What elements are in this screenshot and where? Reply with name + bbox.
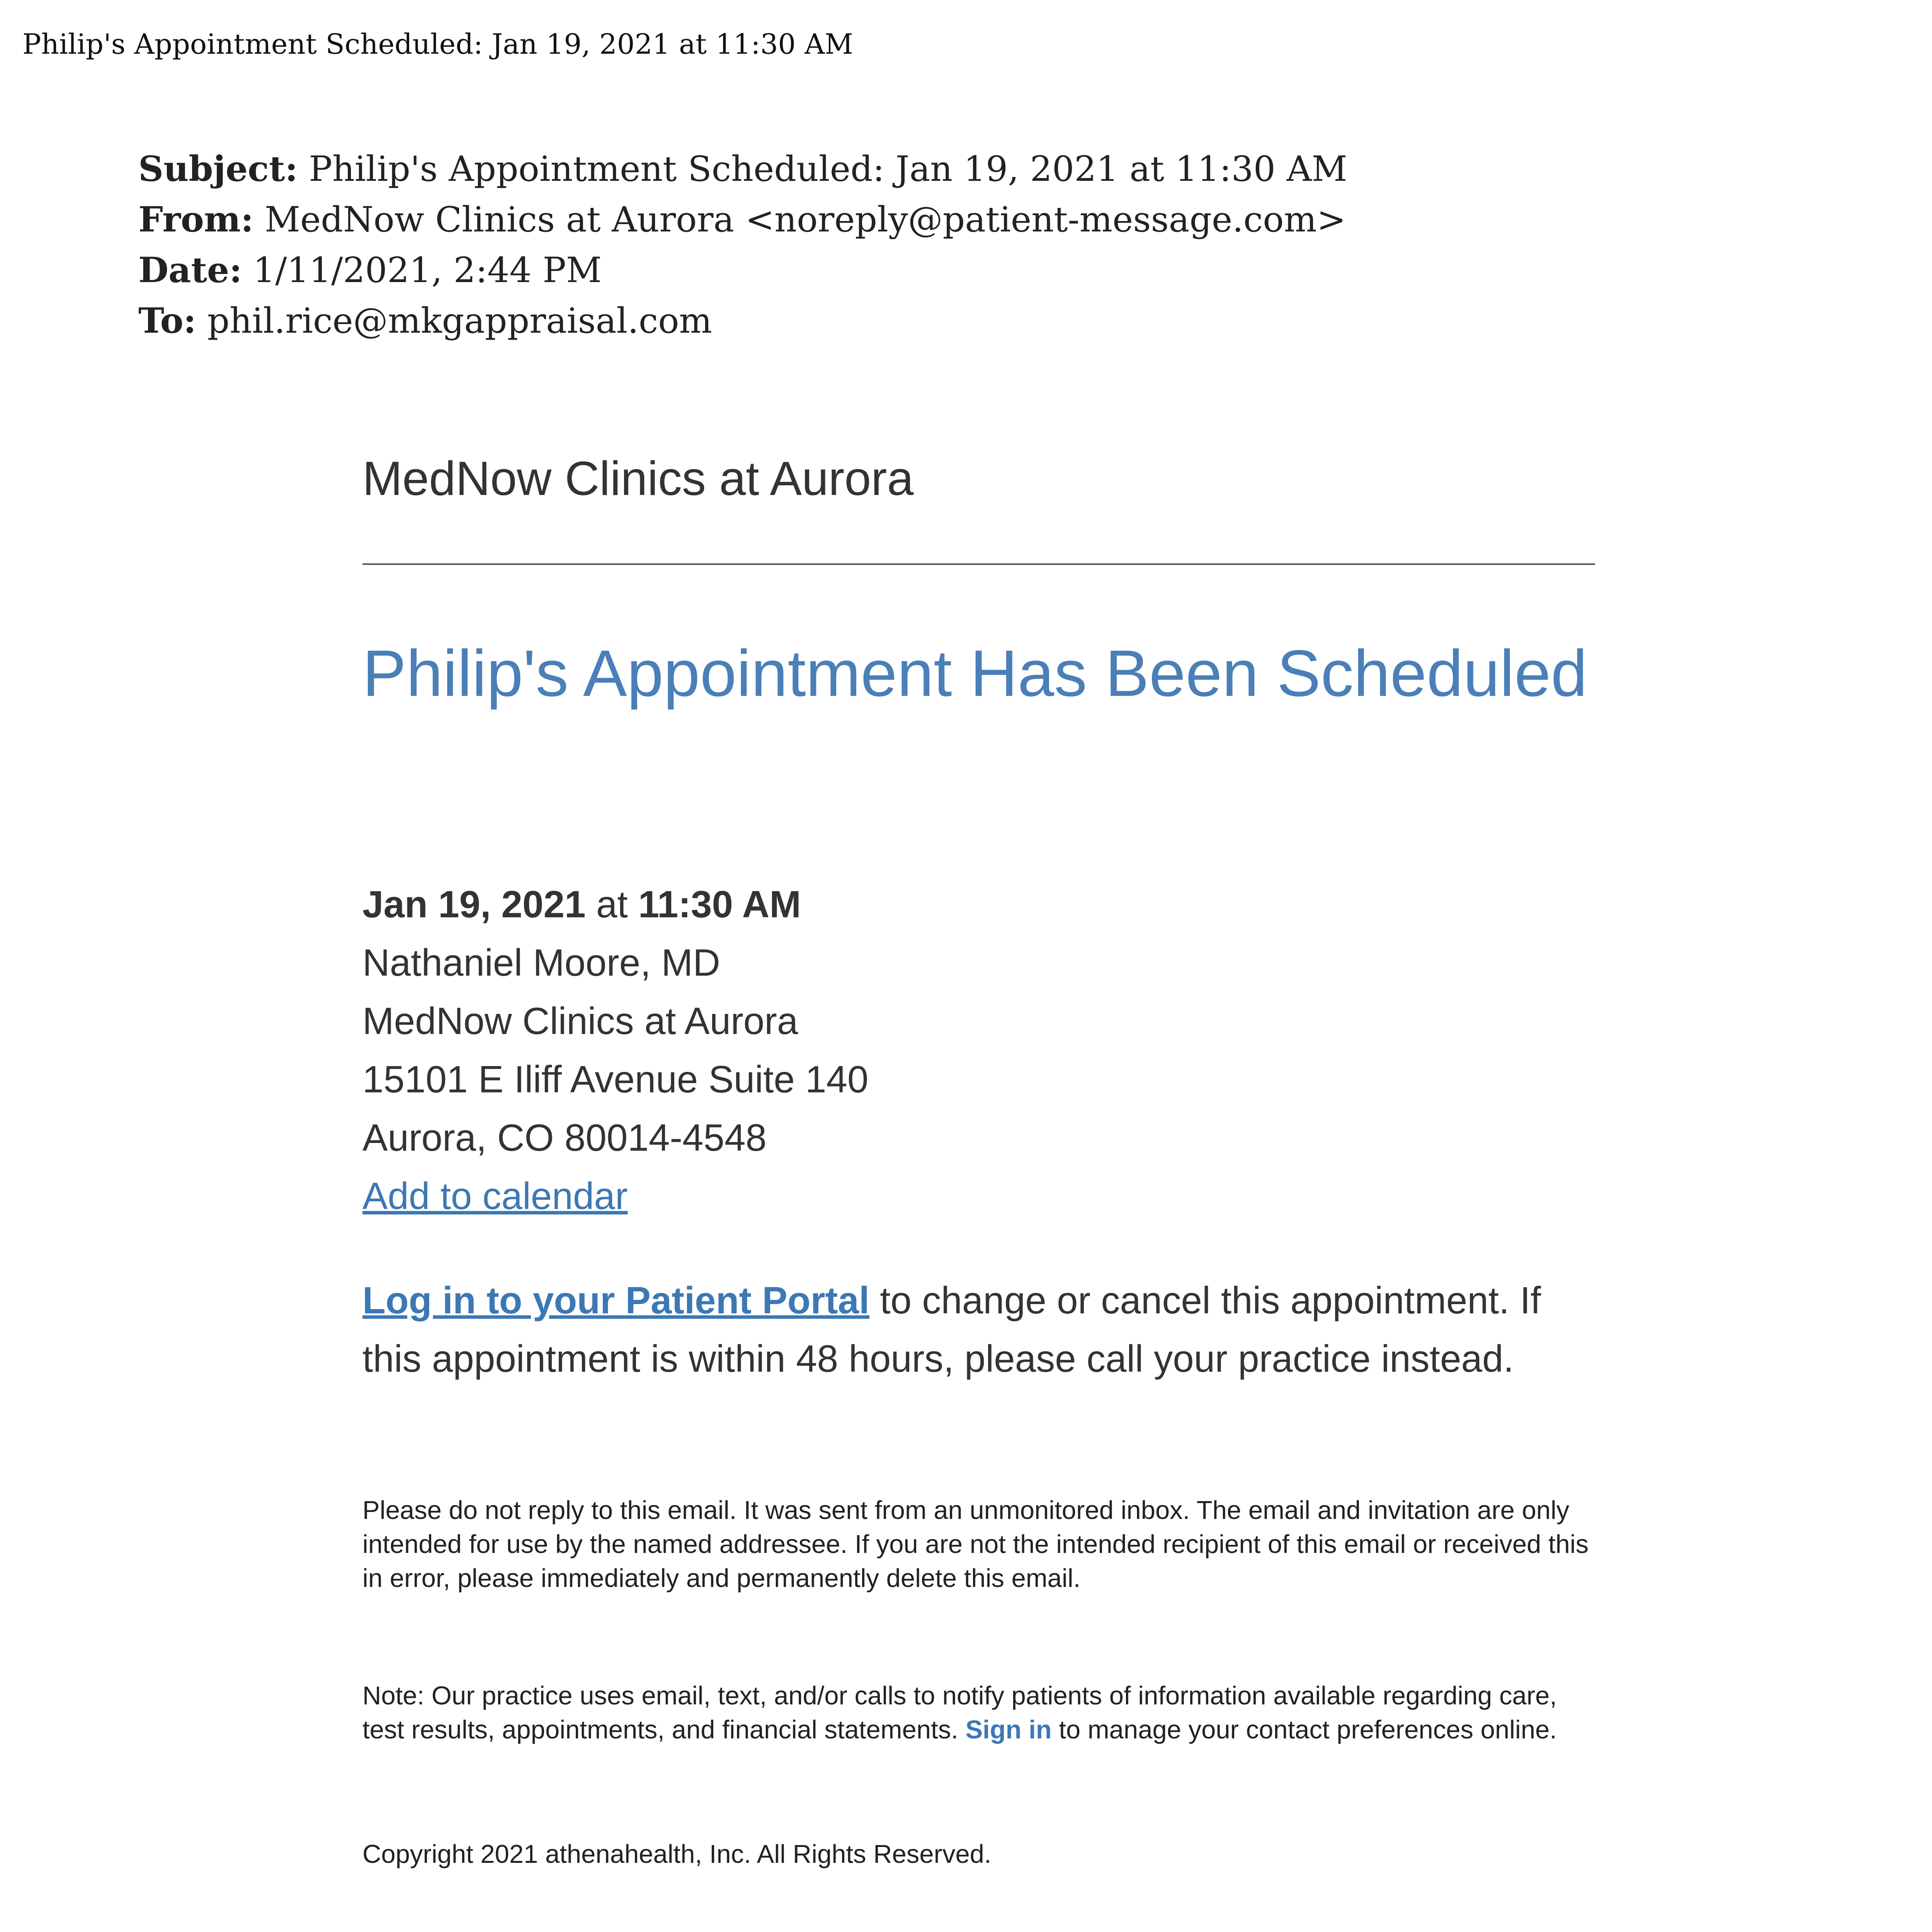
appointment-address-line1: 15101 E Iliff Avenue Suite 140	[362, 1058, 869, 1100]
note-text-before: Note: Our practice uses email, text, and/or calls to notify patients of information available regarding care, test results, appointments, and financial statements.	[362, 1681, 1557, 1744]
to-value: phil.rice@mkgappraisal.com	[207, 301, 712, 341]
portal-instructions: to change or cancel this appointment. If this appointment is within 48 hours, please call your practice instead.	[362, 1279, 1541, 1380]
email-header	[138, 144, 1347, 346]
appointment-address-line2: Aurora, CO 80014-4548	[362, 1116, 767, 1159]
appointment-provider: Nathaniel Moore, MD	[362, 941, 720, 984]
subject-value: Philip's Appointment Scheduled: Jan 19, 2021 at 11:30 AM	[309, 149, 1347, 189]
patient-portal-link[interactable]: Log in to your Patient Portal	[362, 1279, 870, 1321]
to-label: To:	[138, 300, 196, 341]
email-from-row	[138, 194, 1347, 245]
email-date-row	[138, 245, 1347, 296]
print-header-title: Philip's Appointment Scheduled: Jan 19, 2021 at 11:30 AM	[22, 28, 853, 60]
disclaimer-text: Please do not reply to this email. It was sent from an unmonitored inbox. The email and invitation are only intended for use by the named addressee. If you are not the intended recipient of this email or received this in error, please immediately and permanently delete this email.	[362, 1496, 1589, 1593]
appointment-details	[362, 875, 869, 1225]
copyright-text: Copyright 2021 athenahealth, Inc. All Rights Reserved.	[362, 1840, 992, 1869]
appointment-date: Jan 19, 2021	[362, 883, 586, 925]
note-paragraph	[362, 1679, 1599, 1747]
appointment-datetime	[362, 875, 869, 934]
date-label: Date:	[138, 250, 242, 291]
email-to-row	[138, 296, 1347, 346]
clinic-header: MedNow Clinics at Aurora	[362, 452, 914, 505]
sign-in-link[interactable]: Sign in	[965, 1715, 1052, 1744]
appointment-at: at	[596, 883, 628, 925]
add-to-calendar-link[interactable]: Add to calendar	[362, 1175, 628, 1217]
subject-label: Subject:	[138, 148, 298, 189]
from-label: From:	[138, 199, 254, 240]
portal-paragraph	[362, 1271, 1599, 1388]
note-text-after: to manage your contact preferences online.	[1051, 1715, 1557, 1744]
appointment-heading: Philip's Appointment Has Been Scheduled	[362, 637, 1588, 710]
appointment-time: 11:30 AM	[638, 883, 801, 925]
date-value: 1/11/2021, 2:44 PM	[253, 250, 602, 291]
header-divider	[362, 563, 1595, 565]
from-value: MedNow Clinics at Aurora <noreply@patient-message.com>	[264, 199, 1346, 240]
email-subject-row	[138, 144, 1347, 194]
appointment-clinic: MedNow Clinics at Aurora	[362, 1000, 798, 1042]
